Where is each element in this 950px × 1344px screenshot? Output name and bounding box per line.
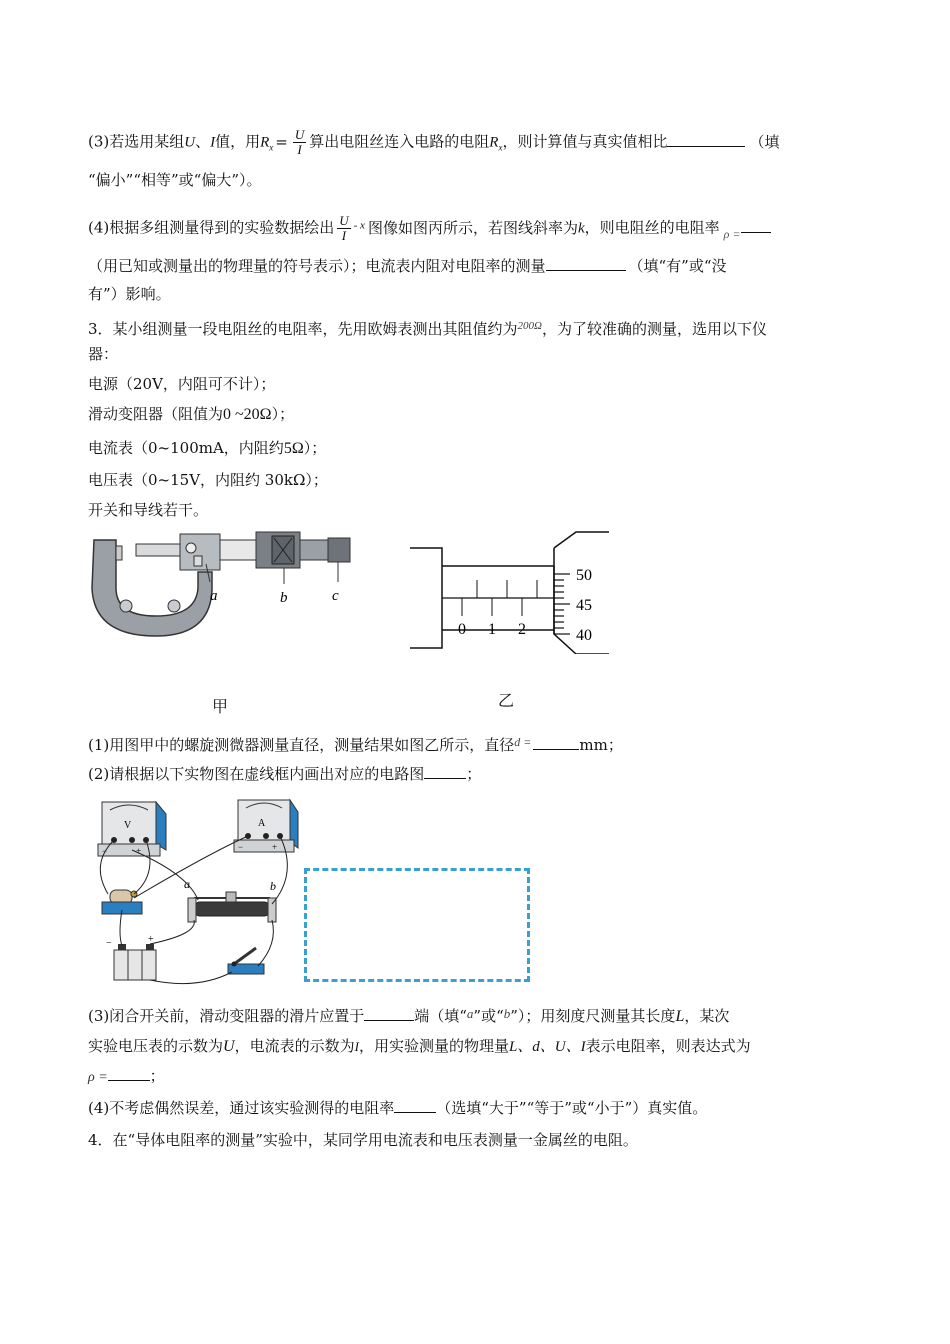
answer-blank[interactable] bbox=[667, 132, 745, 147]
answer-blank[interactable] bbox=[741, 218, 771, 233]
text: 电流表（0~100mA，内阻约 bbox=[88, 439, 284, 457]
text: ，则电阻丝的电阻率 bbox=[584, 218, 720, 237]
plus-sign: + bbox=[272, 842, 278, 852]
text: ，电流表的示数为 bbox=[234, 1037, 355, 1055]
fraction-u-over-i bbox=[293, 128, 306, 157]
thimble-ticks bbox=[554, 574, 570, 634]
value-200-ohm: 200Ω bbox=[517, 320, 543, 332]
tick-1: 1 bbox=[488, 621, 496, 638]
ratchet bbox=[328, 538, 350, 562]
q3-stem-line1 bbox=[88, 316, 767, 339]
label-a: a bbox=[210, 588, 218, 604]
subscript-x: x bbox=[269, 142, 274, 153]
text: (2)请根据以下实物图在虚线框内画出对应的电路图 bbox=[88, 765, 425, 783]
screw-icon bbox=[168, 600, 180, 612]
var-i: I bbox=[210, 134, 216, 151]
plus-sign: + bbox=[148, 934, 154, 945]
var-l: L bbox=[675, 1008, 685, 1025]
q3-part3-line2: “偏小”“相等”或“偏大”）。 bbox=[88, 171, 262, 189]
var-r: R bbox=[260, 134, 270, 151]
var-u: U bbox=[223, 1038, 235, 1055]
ammeter-label: A bbox=[258, 818, 266, 829]
text: (4)根据多组测量得到的实验数据绘出 bbox=[88, 218, 335, 237]
tick-0: 0 bbox=[458, 621, 466, 638]
var-u: U bbox=[184, 134, 196, 151]
micrometer-figure bbox=[86, 528, 366, 648]
figure-jia-caption: 甲 bbox=[212, 697, 229, 716]
equipment-rheostat bbox=[88, 404, 294, 425]
text: ”或“ bbox=[473, 1007, 504, 1025]
circuit-diagram-answer-box[interactable] bbox=[304, 868, 530, 982]
ammeter-icon bbox=[234, 800, 298, 852]
part3-line3 bbox=[88, 1066, 165, 1088]
var-d: d = bbox=[514, 735, 532, 749]
lock-icon bbox=[186, 543, 196, 553]
equipment-power: 电源（20V，内阻可不计）； bbox=[88, 375, 276, 393]
text: 值，用 bbox=[215, 132, 261, 151]
var-k: k bbox=[577, 220, 585, 237]
q4-line: 4．在“导体电阻率的测量”实验中，某同学用电流表和电压表测量一金属丝的电阻。 bbox=[88, 1131, 638, 1149]
text: ，为了较准确的测量，选用以下仪 bbox=[542, 320, 768, 338]
text: 3．某小组测量一段电阻丝的电阻率，先用欧姆表测出其阻值约为 bbox=[88, 320, 518, 338]
text: （填“有”或“没 bbox=[628, 257, 727, 275]
q3-part4-line3: 有”）影响。 bbox=[88, 285, 171, 303]
minus-sign: − bbox=[102, 846, 108, 856]
text: （用已知或测量出的物理量的符号表示）；电流表内阻对电阻率的测量 bbox=[88, 257, 546, 275]
spindle bbox=[136, 544, 180, 556]
text: (4)不考虑偶然误差，通过该实验测得的电阻率 bbox=[88, 1099, 395, 1117]
subscript-x: x bbox=[498, 142, 503, 153]
variables-list: L、d、U、I bbox=[508, 1039, 586, 1055]
rheostat-a-label: a bbox=[184, 877, 190, 891]
text: ，则计算值与真实值相比 bbox=[502, 132, 668, 151]
answer-blank[interactable] bbox=[546, 256, 626, 271]
equipment-switch-wires: 开关和导线若干。 bbox=[88, 501, 209, 519]
figure-yi-caption: 乙 bbox=[498, 691, 515, 710]
text: (3)闭合开关前，滑动变阻器的滑片应置于 bbox=[88, 1007, 365, 1025]
answer-blank[interactable] bbox=[108, 1066, 150, 1081]
thimble-label-50: 50 bbox=[576, 567, 592, 584]
text: ，某次 bbox=[684, 1007, 730, 1025]
label-b: b bbox=[280, 590, 288, 606]
sleeve bbox=[220, 540, 256, 560]
var-rho: ρ = bbox=[88, 1070, 108, 1085]
voltmeter-label: V bbox=[124, 820, 132, 831]
part1-line bbox=[88, 732, 623, 755]
rheostat-b-label: b bbox=[270, 879, 276, 893]
screw-icon bbox=[120, 600, 132, 612]
text: ）； bbox=[271, 405, 295, 423]
part4-line bbox=[88, 1098, 707, 1118]
text: ，用实验测量的物理量 bbox=[358, 1037, 509, 1055]
voltmeter-icon bbox=[98, 802, 166, 856]
var-a: a bbox=[466, 1006, 474, 1021]
numerator: U bbox=[339, 213, 349, 228]
answer-blank[interactable] bbox=[364, 1006, 414, 1021]
q3-part4-line1 bbox=[88, 214, 771, 244]
part3-line2 bbox=[88, 1036, 751, 1057]
text: （填 bbox=[749, 132, 780, 151]
text: (3)若选用某组 bbox=[88, 132, 185, 151]
tick-2: 2 bbox=[518, 621, 526, 638]
switch-icon bbox=[228, 948, 264, 974]
thimble-label-45: 45 bbox=[576, 597, 592, 614]
rheostat-range: 0 ~20Ω bbox=[223, 406, 272, 423]
fraction-u-over-i bbox=[337, 214, 350, 243]
plus-sign: + bbox=[136, 846, 142, 856]
text: 滑动变阻器（阻值为 bbox=[88, 405, 224, 423]
q3-part4-line2 bbox=[88, 256, 727, 276]
label-c: c bbox=[332, 588, 339, 604]
var-b: b bbox=[503, 1006, 511, 1021]
text: 表示电阻率，则表达式为 bbox=[585, 1037, 751, 1055]
ammeter-resistance: 5Ω bbox=[283, 440, 304, 457]
text: （选填“大于”“等于”或“小于”）真实值。 bbox=[436, 1099, 708, 1117]
denominator: I bbox=[297, 142, 302, 157]
text: mm； bbox=[579, 736, 623, 754]
q3-stem-line2: 器： bbox=[88, 345, 119, 363]
var-i: I bbox=[354, 1039, 359, 1054]
thimble-label-40: 40 bbox=[576, 627, 592, 644]
text: ）； bbox=[303, 439, 327, 457]
answer-blank[interactable] bbox=[424, 764, 466, 779]
text: 端（填“ bbox=[414, 1007, 467, 1025]
circuit-physical-figure bbox=[88, 794, 300, 990]
minus-sign: − bbox=[238, 842, 244, 852]
var-r: R bbox=[489, 134, 499, 151]
part2-line bbox=[88, 764, 481, 784]
text: 实验电压表的示数为 bbox=[88, 1037, 224, 1055]
var-rho: ρ = bbox=[723, 226, 741, 241]
micrometer-scale-figure bbox=[404, 528, 614, 654]
text: (1)用图甲中的螺旋测微器测量直径，测量结果如图乙所示，直径 bbox=[88, 736, 515, 754]
text: 图像如图丙所示，若图线斜率为 bbox=[367, 218, 578, 237]
minus-sign: − bbox=[106, 938, 112, 949]
minus-x: - x bbox=[353, 219, 365, 232]
text: 、 bbox=[195, 132, 211, 151]
text: ”）；用刻度尺测量其长度 bbox=[510, 1007, 676, 1025]
equipment-ammeter bbox=[88, 438, 326, 459]
text: ； bbox=[149, 1067, 165, 1085]
text: 算出电阻丝连入电路的电阻 bbox=[309, 132, 490, 151]
answer-blank[interactable] bbox=[394, 1098, 436, 1113]
numerator: U bbox=[294, 127, 305, 142]
answer-blank[interactable] bbox=[533, 735, 579, 750]
part3-line1 bbox=[88, 1004, 729, 1027]
equipment-voltmeter: 电压表（0~15V，内阻约 30kΩ）； bbox=[88, 471, 328, 489]
battery-icon bbox=[106, 934, 156, 980]
equals: = bbox=[275, 132, 288, 151]
q3-part3-line1 bbox=[88, 128, 779, 158]
text: ； bbox=[466, 765, 482, 783]
denominator: I bbox=[341, 228, 347, 243]
